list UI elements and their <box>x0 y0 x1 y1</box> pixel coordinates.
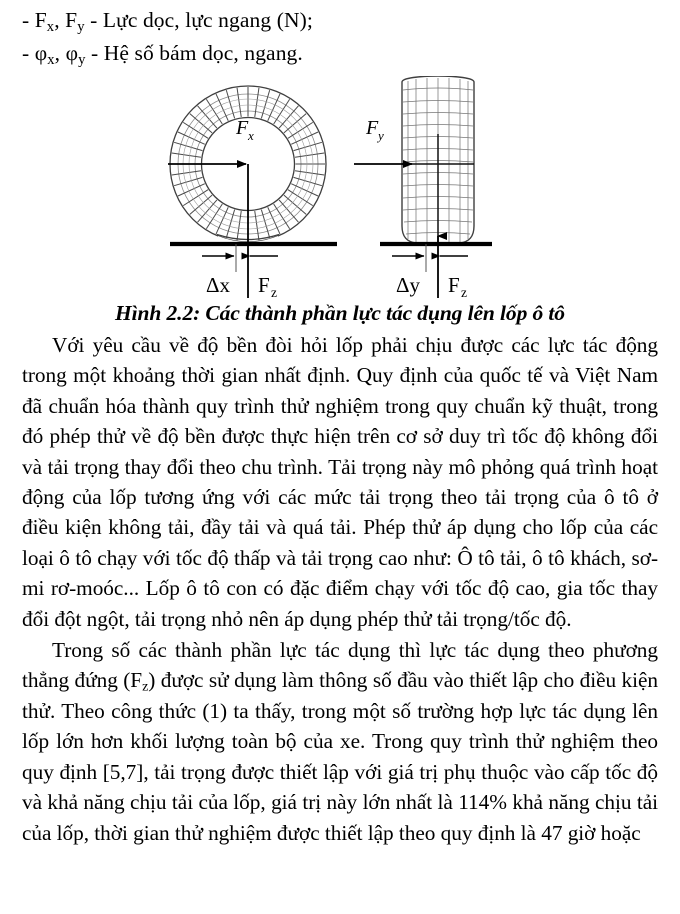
definition-force-text: - $F_x$, $F_y$ - Lực dọc, lực ngang (N); <box>22 8 313 36</box>
paragraph-durability: Với yêu cầu về độ bền đòi hỏi lốp phải chịu được các lực tác động trong một khoảng thời gian nhất định. Quy định của quốc tế và Việt Nam đã chuẩn hóa thành quy trình thử nghiệm trong quy chuẩn kỹ thuật, trong đó phép thử về độ bền được thực hiện trên cơ sở duy trì tốc độ không đổi và tải trọng thay đổi theo chu trình. Tải trọng này mô phỏng quá trình hoạt động của lốp tương ứng với các mức tải trọng theo tải trọng của ô tô ở điều kiện không tải, đầy tải và quá tải. Phép thử áp dụng cho lốp của các loại ô tô chạy với tốc độ thấp và tải trọng cao như: Ô tô tải, ô tô khách, sơ-mi rơ-moóc... Lốp ô tô con có đặc điểm chạy với tốc độ cao, gia tốc thay đổi đột ngột, tải trọng nhỏ nên áp dụng phép thử tải trọng/tốc độ. <box>22 333 658 631</box>
paragraph-vertical-force-suffix: ) được sử dụng làm thông số đầu vào thiết lập cho điều kiện thử. Theo công thức (1) ta thấy, trong một số trường hợp lực tác dụng lên lốp lớn hơn khối lượng toàn bộ của xe. Trong quy trình thử nghiệm theo quy định [5,7], tải trọng được thiết lập với giá trị phụ thuộc vào cấp tốc độ và khả năng chịu tải của lốp, giá trị này lớn nhất là 114% khả năng chịu tải của lốp, thời gian thử nghiệm được thiết lập theo quy định là 47 giờ hoặc <box>22 668 658 845</box>
left-force-label: F <box>236 117 249 139</box>
right-offset-label: Δy <box>396 273 421 297</box>
paragraph-vertical-force-subscript: z <box>142 678 149 695</box>
figure-2-2 <box>22 76 658 298</box>
definition-line-friction <box>22 37 658 70</box>
right-force-subscript: y <box>378 128 384 143</box>
right-force-label: F <box>366 117 379 139</box>
right-vertical-force-label: F <box>448 273 460 297</box>
figure-caption: Hình 2.2: Các thành phần lực tác dụng lên lốp ô tô <box>115 301 565 325</box>
definition-list <box>22 0 658 70</box>
left-offset-label: Δx <box>206 273 231 297</box>
right-vertical-force-subscript: z <box>461 285 467 298</box>
right-tire-front-view <box>354 76 492 298</box>
tire-force-diagram <box>140 76 540 298</box>
left-force-subscript: x <box>248 128 254 143</box>
left-vertical-force-subscript: z <box>271 285 277 298</box>
paragraph-vertical-force <box>22 635 658 848</box>
left-vertical-force-label: F <box>258 273 270 297</box>
definition-line-force <box>22 4 658 37</box>
paragraph-vertical-force-prefix: Trong số các thành phần lực tác dụng thì lực tác dụng theo phương thẳng đứng (F <box>22 638 658 693</box>
left-tire-side-view <box>168 86 337 298</box>
definition-friction-text: - $\varphi_x$, $\varphi_y$ - Hệ số bám dọc, ngang. <box>22 41 303 69</box>
